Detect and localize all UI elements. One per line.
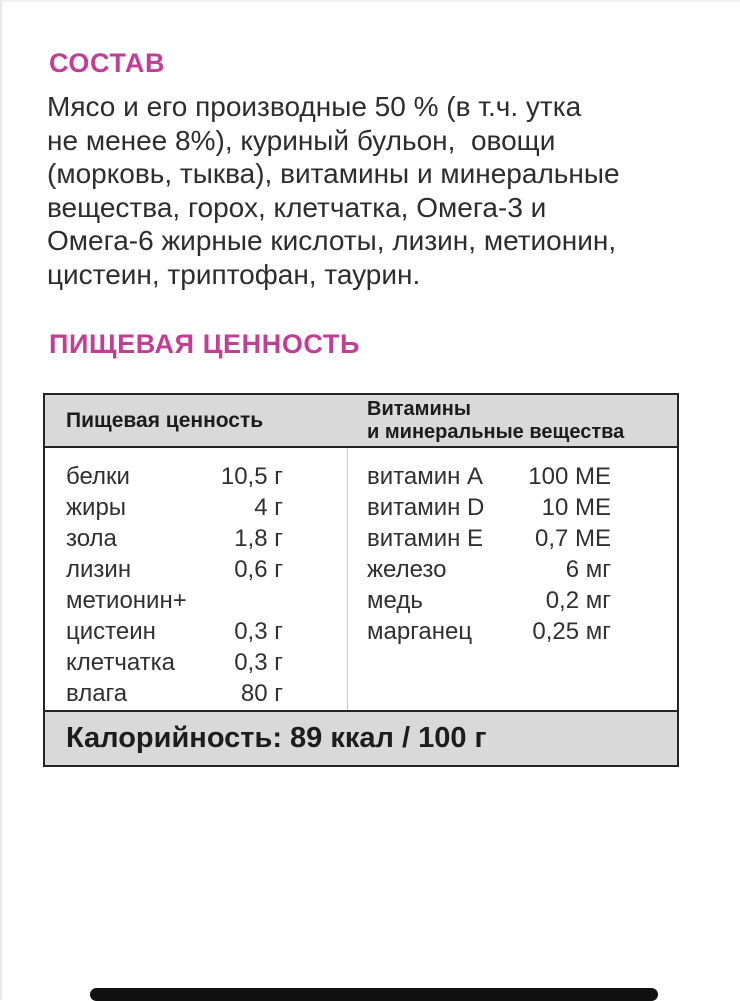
- table-row: [66, 523, 283, 554]
- column-header-vitamins-line2: и минеральные вещества: [367, 420, 625, 443]
- composition-line: (морковь, тыква), витамины и минеральные: [47, 158, 620, 189]
- table-row: [66, 492, 283, 523]
- nutrient-label: цистеин: [66, 618, 156, 645]
- composition-line: не менее 8%), куриный бульон, овощи: [47, 124, 556, 156]
- vitamin-label: железо: [367, 556, 447, 583]
- nutrient-value: 4 г: [254, 494, 283, 521]
- nutrient-label: белки: [66, 463, 130, 490]
- vitamin-value: 10 МЕ: [541, 494, 611, 521]
- nutrient-label: жиры: [66, 494, 127, 521]
- table-row: [367, 461, 611, 492]
- vitamin-value: 100 МЕ: [528, 463, 611, 490]
- table-header-row: [45, 395, 677, 448]
- nutrient-value: 10,5 г: [220, 463, 283, 490]
- nutrient-label: лизин: [66, 556, 132, 583]
- nutrition-heading: ПИЩЕВАЯ ЦЕННОСТЬ: [49, 329, 360, 359]
- nutrient-value: 0,3 г: [234, 649, 283, 676]
- vitamin-value: 0,2 мг: [545, 587, 611, 614]
- nutrient-label: влага: [66, 680, 128, 707]
- nutrients-column: [45, 448, 347, 710]
- table-row: [367, 585, 611, 616]
- table-row: [66, 616, 283, 647]
- composition-line: цистеин, триптофан, таурин.: [47, 258, 421, 290]
- composition-line: Омега-6 жирные кислоты, лизин, метионин,: [47, 225, 617, 256]
- table-row: [367, 492, 611, 523]
- nutrition-table: [43, 393, 679, 767]
- nutrient-value: 80 г: [240, 680, 283, 707]
- nutrient-value: 1,8 г: [234, 525, 283, 552]
- table-row: [367, 554, 611, 585]
- bottom-dark-bar: [90, 988, 658, 1001]
- column-divider: [347, 448, 348, 710]
- vitamin-label: витамин E: [367, 525, 484, 552]
- table-row: [66, 647, 283, 678]
- nutrient-label: клетчатка: [66, 649, 176, 676]
- table-row: [367, 616, 611, 647]
- calories-text: Калорийность: 89 ккал / 100 г: [66, 722, 487, 754]
- vitamin-label: витамин A: [367, 463, 484, 490]
- table-row: [66, 461, 283, 492]
- column-header-nutrition: Пищевая ценность: [66, 408, 264, 432]
- vitamin-value: 0,7 МЕ: [534, 525, 611, 552]
- vitamin-label: медь: [367, 587, 423, 614]
- column-header-vitamins: [347, 398, 677, 444]
- table-body: [45, 448, 677, 710]
- nutrient-value: 0,3 г: [234, 618, 283, 645]
- vitamin-value: 0,25 мг: [532, 618, 611, 645]
- vitamin-label: витамин D: [367, 494, 485, 521]
- vitamins-column: [347, 448, 677, 710]
- composition-line: Мясо и его производные 50 % (в т.ч. утка: [47, 91, 582, 122]
- table-row: [66, 554, 283, 585]
- composition-heading: СОСТАВ: [49, 48, 166, 78]
- column-header-vitamins-line1: Витамины: [367, 397, 471, 420]
- table-row: [367, 523, 611, 554]
- composition-paragraph: [47, 90, 620, 291]
- table-row: [66, 678, 283, 709]
- composition-line: вещества, горох, клетчатка, Омега-3 и: [47, 191, 547, 223]
- calories-row: [45, 710, 677, 765]
- table-row: [66, 585, 283, 616]
- nutrient-label: зола: [66, 525, 117, 552]
- vitamin-label: марганец: [367, 618, 473, 645]
- nutrient-label: метионин+: [66, 587, 187, 614]
- vitamin-value: 6 мг: [565, 556, 611, 583]
- nutrient-value: 0,6 г: [234, 556, 283, 583]
